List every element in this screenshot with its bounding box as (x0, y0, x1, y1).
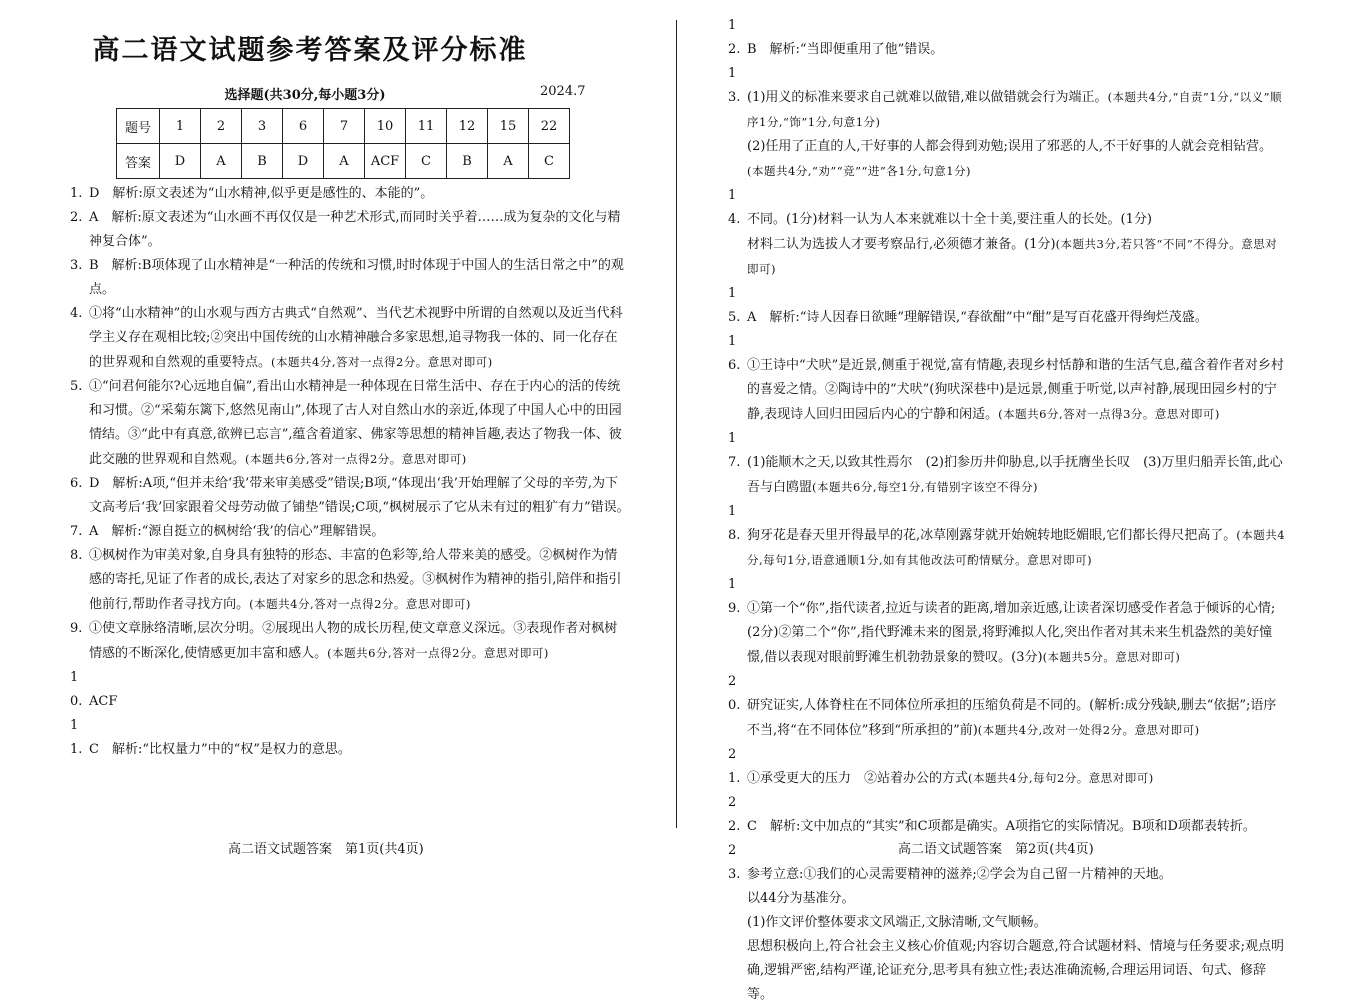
answer-item (70, 302, 630, 375)
page-divider (676, 20, 677, 828)
answer-item (728, 330, 1288, 427)
answer-item-text: D 解析:A项,“但并未给‘我’带来审美感受”错误;B项,“体现出‘我’开始理解了父母的辛劳,为下文高考后‘我’回家跟着父母劳动做了铺垫”错误;C项,“枫树展示了它从未有过的粗犷有力”错误。 (89, 476, 630, 515)
answer-cell: A (324, 144, 365, 179)
answer-item (728, 135, 1288, 184)
answer-list-page-2 (728, 14, 1288, 1007)
answer-item-number: 13. (728, 66, 741, 105)
answer-item-text: (1)用义的标准来要求自己就难以做错,难以做错就会行为端正。 (747, 90, 1108, 105)
answer-item-number: 21. (728, 747, 741, 786)
question-number-header: 题号 (117, 109, 160, 144)
answer-item (728, 935, 1288, 1007)
answer-item-text: B 解析:“当即便重用了他”错误。 (747, 42, 944, 57)
answer-item-text: 研究证实,人体脊柱在不同体位所承担的压缩负荷是不同的。(解析:成分残缺,删去“依据”;语序不当,将“在不同体位”移到“所承担的”前) (747, 698, 1277, 738)
answer-cell: D (160, 144, 201, 179)
answer-item-number: 2. (70, 210, 83, 225)
page-1-footer: 高二语文试题答案 第1页(共4页) (228, 842, 424, 857)
answer-item (70, 714, 630, 762)
answer-item (70, 617, 630, 666)
answer-item-number: 11. (70, 718, 83, 757)
answer-item-text: ACF (89, 694, 118, 709)
scoring-note: (本题共6分,答对一点得2分。意思对即可) (327, 646, 549, 660)
answer-item (70, 375, 630, 472)
question-number: 15 (488, 109, 529, 144)
answer-item-number: 8. (70, 548, 83, 563)
question-number: 11 (406, 109, 447, 144)
answer-item-number: 9. (70, 621, 83, 636)
answer-item-text: (1)作文评价整体要求文风端正,文脉清晰,文气顺畅。 (747, 915, 1047, 930)
answer-list-page-1 (70, 182, 630, 762)
answer-item-text: D 解析:原文表述为“山水精神,似乎更是感性的、本能的”。 (89, 186, 434, 201)
answer-item-text: ①“问君何能尔?心远地自偏”,看出山水精神是一种体现在日常生活中、存在于内心的活的传统和习惯。②“采菊东篱下,悠然见南山”,体现了古人对自然山水的亲近,体现了中国人心中的田园情结。③“此中有真意,欲辨已忘言”,蕴含着道家、佛家等思想的精神旨趣,表达了物我一体、彼此交融的世界观和自然观。 (89, 379, 622, 467)
answer-item-text: 以44分为基准分。 (747, 891, 855, 906)
answer-item-text: (1)能顺木之天,以致其性焉尔 (2)扪参历井仰胁息,以手抚膺坐长叹 (3)万里归船弄长笛,此心吾与白鸥盟 (747, 455, 1283, 495)
answer-item-number: 12. (728, 18, 741, 57)
answer-cell: ACF (365, 144, 406, 179)
answer-item-text: 不同。(1分)材料一认为人本来就难以十全十美,要注重人的长处。(1分) (747, 212, 1152, 227)
answer-item (70, 544, 630, 617)
question-number: 2 (201, 109, 242, 144)
answer-item-number: 1. (70, 186, 83, 201)
choice-section-heading: 选择题(共30分,每小题3分) (224, 88, 386, 103)
answer-table-answer-row (117, 144, 570, 179)
answer-table (116, 108, 570, 179)
answer-item-text: A 解析:“源自挺立的枫树给‘我’的信心”理解错误。 (89, 524, 385, 539)
question-number: 12 (447, 109, 488, 144)
answer-item-number: 6. (70, 476, 83, 491)
answer-item-number: 20. (728, 674, 741, 713)
question-number: 3 (242, 109, 283, 144)
answer-item (728, 282, 1288, 330)
exam-date: 2024.7 (540, 84, 586, 99)
answer-item-number: 7. (70, 524, 83, 539)
answer-item-number: 18. (728, 504, 741, 543)
answer-cell: A (488, 144, 529, 179)
answer-item-number: 3. (70, 258, 83, 273)
scoring-note: (本题共6分,答对一点得3分。意思对即可) (998, 407, 1220, 421)
answer-item-text: ①使文章脉络清晰,层次分明。②展现出人物的成长历程,使文章意义深远。③表现作者对枫树情感的不断深化,使情感更加丰富和感人。 (89, 621, 618, 661)
answer-cell: A (201, 144, 242, 179)
answer-item-text: 参考立意:①我们的心灵需要精神的滋养;②学会为自己留一片精神的天地。 (747, 867, 1172, 882)
answer-item-text: ①承受更大的压力 ②站着办公的方式 (747, 771, 969, 786)
scoring-note: (本题共6分,答对一点得2分。意思对即可) (245, 452, 467, 466)
answer-item (70, 182, 630, 206)
question-number: 6 (283, 109, 324, 144)
answer-item (728, 791, 1288, 839)
answer-cell: C (529, 144, 570, 179)
question-number: 22 (529, 109, 570, 144)
answer-item (728, 62, 1288, 135)
answer-item (728, 743, 1288, 791)
answer-item-text: A 解析:原文表述为“山水画不再仅仅是一种艺术形式,而同时关乎着……成为复杂的文化与精神复合体”。 (89, 210, 621, 249)
answer-item (728, 427, 1288, 500)
scoring-note: (本题共4分,答对一点得2分。意思对即可) (271, 355, 493, 369)
scoring-note: (本题共4分,每句1分,语意通顺1分,如有其他改法可酌情赋分。意思对即可) (747, 528, 1286, 567)
answer-item-number: 14. (728, 188, 741, 227)
answer-cell: C (406, 144, 447, 179)
answer-item-text: ①第一个“你”,指代读者,拉近与读者的距离,增加亲近感,让读者深切感受作者急于倾诉的心情;(2分)②第二个“你”,指代野滩未来的图景,将野滩拟人化,突出作者对其未来生机盎然的美好憧憬,借以表现对眼前野滩生机勃勃景象的赞叹。(3分) (747, 601, 1276, 665)
answer-item-text: 思想积极向上,符合社会主义核心价值观;内容切合题意,符合试题材料、情境与任务要求;观点明确,逻辑严密,结构严谨,论证充分,思考具有独立性;表达准确流畅,合理运用词语、句式、修辞等。 (747, 939, 1285, 1002)
answer-item (70, 666, 630, 714)
answer-item (70, 520, 630, 544)
answer-item-number: 10. (70, 670, 83, 709)
answer-item (728, 184, 1288, 232)
scoring-note: (本题共4分,改对一处得2分。意思对即可) (977, 723, 1200, 737)
scoring-note: (本题共5分。意思对即可) (1042, 650, 1181, 664)
answer-item-number: 16. (728, 334, 741, 373)
answer-cell: D (283, 144, 324, 179)
answer-item-number: 15. (728, 286, 741, 325)
answer-table-number-row (117, 109, 570, 144)
answer-header: 答案 (117, 144, 160, 179)
answer-cell: B (447, 144, 488, 179)
scoring-note: (本题共4分,每句2分。意思对即可) (968, 771, 1154, 785)
answer-item-text: 材料二认为选拔人才要考察品行,必须德才兼备。(1分) (747, 237, 1056, 252)
answer-item (728, 887, 1288, 911)
answer-item (728, 14, 1288, 62)
question-number: 10 (365, 109, 406, 144)
answer-item-text: ①王诗中“犬吠”是近景,侧重于视觉,富有情趣,表现乡村恬静和谐的生活气息,蕴含着作者对乡村的喜爱之情。②陶诗中的“犬吠”(狗吠深巷中)是远景,侧重于听觉,以声衬静,展现田园乡村的宁静,表现诗人回归田园后内心的宁静和闲适。 (747, 358, 1284, 422)
answer-item-number: 22. (728, 795, 741, 834)
answer-item (70, 254, 630, 302)
answer-item-text: B 解析:B项体现了山水精神是“一种活的传统和习惯,时时体现于中国人的生活日常之中”的观点。 (89, 258, 624, 297)
question-number: 7 (324, 109, 365, 144)
answer-item-text: ①枫树作为审美对象,自身具有独特的形态、丰富的色彩等,给人带来美的感受。②枫树作为情感的寄托,见证了作者的成长,表达了对家乡的思念和热爱。③枫树作为精神的指引,陪伴和指引他前行,帮助作者寻找方向。 (89, 548, 622, 612)
scoring-note: (本题共3分,若只答“不同”不得分。意思对即可) (747, 237, 1278, 276)
answer-item-text: C 解析:“比权量力”中的“权”是权力的意思。 (89, 742, 351, 757)
answer-item (728, 670, 1288, 743)
scoring-note: (本题共4分,“劝”“竞”“进”各1分,句意1分) (747, 164, 972, 178)
answer-item-text: C 解析:文中加点的“其实”和C项都是确实。A项指它的实际情况。B项和D项都表转折。 (747, 819, 1256, 834)
answer-item-number: 23. (728, 843, 741, 882)
scoring-note: (本题共4分,答对一点得2分。意思对即可) (249, 597, 471, 611)
document-title: 高二语文试题参考答案及评分标准 (92, 35, 528, 66)
answer-item-number: 4. (70, 306, 83, 321)
answer-item (728, 500, 1288, 573)
answer-item (728, 573, 1288, 670)
answer-item (70, 206, 630, 254)
answer-item-number: 5. (70, 379, 83, 394)
answer-item (728, 232, 1288, 282)
scoring-note: (本题共6分,每空1分,有错别字该空不得分) (812, 480, 1038, 494)
answer-item-text: A 解析:“诗人因春日欲睡”理解错误,“春欲酣”中“酣”是写百花盛开得绚烂茂盛。 (747, 310, 1208, 325)
answer-item-number: 17. (728, 431, 741, 470)
answer-item (728, 911, 1288, 935)
answer-item (70, 472, 630, 520)
question-number: 1 (160, 109, 201, 144)
page-2-footer: 高二语文试题答案 第2页(共4页) (898, 842, 1094, 857)
answer-item-text: (2)任用了正直的人,干好事的人都会得到劝勉;误用了邪恶的人,不干好事的人就会竞相钻营。 (747, 139, 1273, 154)
scoring-note: (本题共4分,“自责”1分,“以义”顺序1分,“饰”1分,句意1分) (747, 90, 1283, 129)
answer-item-text: ①将“山水精神”的山水观与西方古典式“自然观”、当代艺术视野中所谓的自然观以及近当代科学主义存在观相比较;②突出中国传统的山水精神融合多家思想,追寻物我一体的、同一化存在的世界观和自然观的重要特点。 (89, 306, 623, 370)
answer-item-number: 19. (728, 577, 741, 616)
answer-cell: B (242, 144, 283, 179)
answer-item-text: 狗牙花是春天里开得最早的花,冰草刚露芽就开始婉转地眨媚眼,它们都长得尺把高了。 (747, 528, 1237, 543)
